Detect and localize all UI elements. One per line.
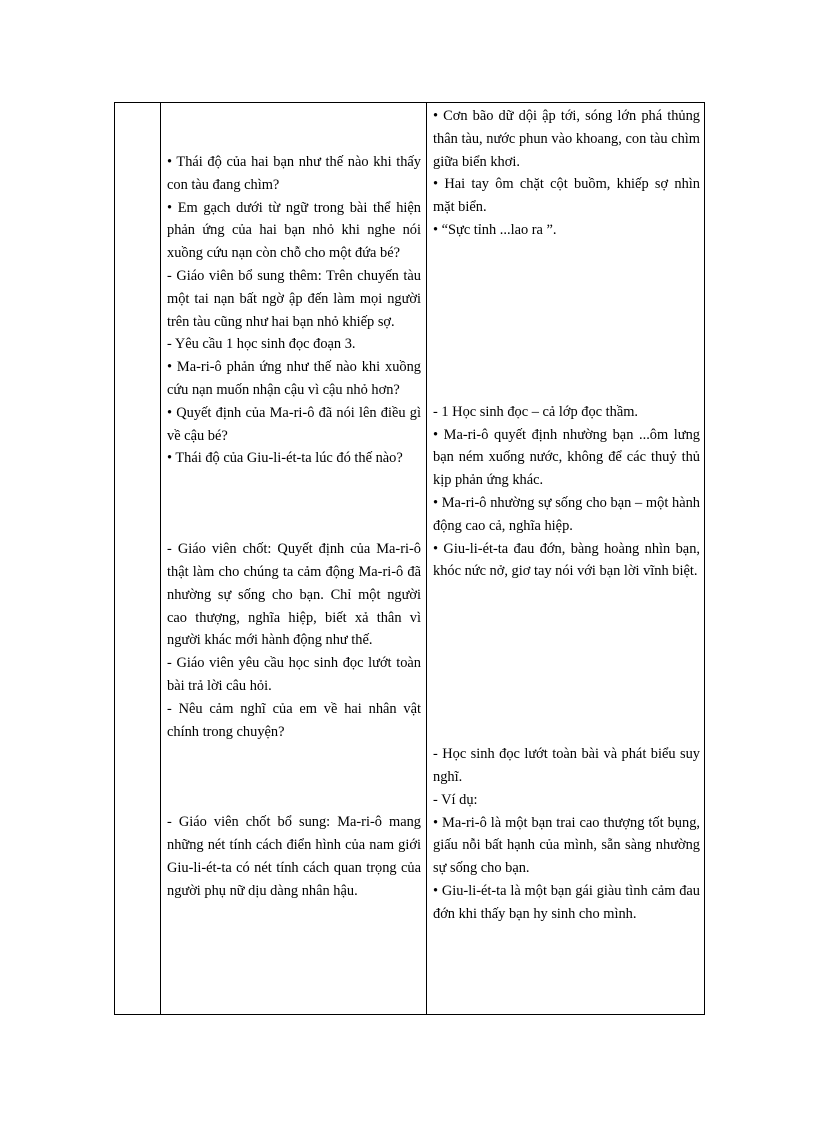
student-paragraph: - Học sinh đọc lướt toàn bài và phát biểu suy nghĩ. xyxy=(433,746,700,785)
student-paragraph: • Cơn bão dữ dội ập tới, sóng lớn phá thủng thân tàu, nước phun vào khoang, con tàu chìm giữa biển khơi. xyxy=(433,108,700,170)
lesson-table xyxy=(114,102,705,1015)
teacher-paragraph: • Thái độ của hai bạn như thế nào khi thấy con tàu đang chìm? xyxy=(167,154,421,193)
teacher-paragraph: - Giáo viên bổ sung thêm: Trên chuyến tàu một tai nạn bất ngờ ập đến làm mọi người trên tàu cũng như hai bạn nhỏ khiếp sợ. xyxy=(167,267,421,330)
teacher-paragraph: - Giáo viên chốt: Quyết định của Ma-ri-ô thật làm cho chúng ta cảm động Ma-ri-ô đã nhường sự sống cho bạn. Chỉ một người cao thượng, nghĩa hiệp, biết xả thân vì người khác mới hành động như thế. xyxy=(167,541,421,649)
column-divider-2 xyxy=(426,103,427,1014)
teacher-paragraph: - Nêu cảm nghĩ của em về hai nhân vật chính trong chuyện? xyxy=(167,700,421,740)
teacher-paragraph: • Thái độ của Giu-li-ét-ta lúc đó thế nào? xyxy=(167,450,403,467)
student-paragraph: • Hai tay ôm chặt cột buồm, khiếp sợ nhìn mặt biển. xyxy=(433,176,700,216)
student-paragraph: • Ma-ri-ô là một bạn trai cao thượng tốt bụng, giấu nỗi bất hạnh của mình, sẵn sàng nhường sự sống cho bạn. xyxy=(433,814,700,877)
student-paragraph: - 1 Học sinh đọc – cả lớp đọc thầm. xyxy=(433,403,639,420)
teacher-paragraph: • Quyết định của Ma-ri-ô đã nói lên điều gì về cậu bé? xyxy=(167,404,421,444)
student-activities-column xyxy=(433,103,700,926)
column-divider-1 xyxy=(160,103,161,1014)
teacher-paragraph: • Ma-ri-ô phản ứng như thế nào khi xuồng cứu nạn muốn nhận cậu vì cậu nhỏ hơn? xyxy=(167,359,421,398)
student-paragraph: • Giu-li-ét-ta đau đớn, bàng hoàng nhìn bạn, khóc nức nở, giơ tay nói với bạn lời vĩnh biệt. xyxy=(433,540,700,580)
student-paragraph: • Ma-ri-ô nhường sự sống cho bạn – một hành động cao cả, nghĩa hiệp. xyxy=(433,494,700,534)
student-paragraph: - Ví dụ: xyxy=(433,791,478,808)
teacher-activities-column xyxy=(167,103,421,903)
student-paragraph: • Ma-ri-ô quyết định nhường bạn ...ôm lưng bạn ném xuống nước, không để các thuỷ thủ kịp phản ứng khác. xyxy=(433,426,700,489)
teacher-paragraph: - Yêu cầu 1 học sinh đọc đoạn 3. xyxy=(167,336,356,353)
student-paragraph: • Giu-li-ét-ta là một bạn gái giàu tình cảm đau đớn khi thấy bạn hy sinh cho mình. xyxy=(433,882,700,922)
teacher-paragraph: - Giáo viên yêu cầu học sinh đọc lướt toàn bài trả lời câu hỏi. xyxy=(167,655,421,694)
teacher-paragraph: • Em gạch dưới từ ngữ trong bài thể hiện phản ứng của hai bạn nhỏ khi nghe nói xuồng cứu nạn còn chỗ cho một đứa bé? xyxy=(167,199,421,262)
student-paragraph: • “Sực tỉnh ...lao ra ”. xyxy=(433,221,557,238)
teacher-paragraph: - Giáo viên chốt bổ sung: Ma-ri-ô mang những nét tính cách điển hình của nam giới Giu-li-ét-ta có nét tính cách quan trọng của người phụ nữ dịu dàng nhân hậu. xyxy=(167,814,421,899)
